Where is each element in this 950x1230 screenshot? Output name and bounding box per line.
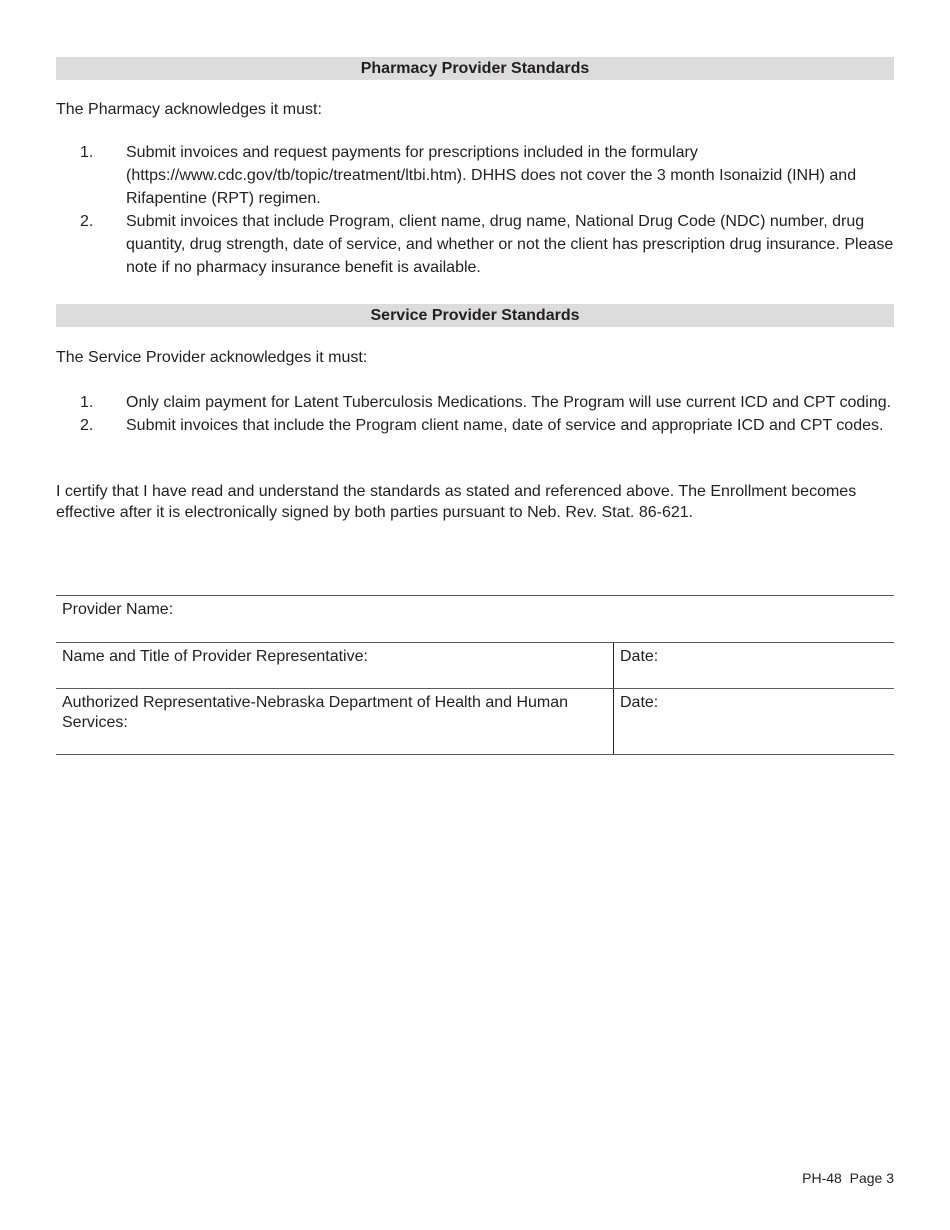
list-item — [56, 210, 894, 279]
provider-representative-field[interactable] — [56, 643, 614, 688]
list-item-text: Submit invoices that include Program, client name, drug name, National Drug Code (NDC) number, drug quantity, drug strength, date of service, and whether or not the client has prescription drug insurance. Please note if no pharmacy insurance benefit is available. — [126, 213, 894, 276]
list-item-number: 2. — [80, 417, 94, 434]
dhhs-representative-field[interactable] — [56, 689, 614, 754]
dhhs-representative-date-field[interactable] — [614, 689, 894, 754]
list-item-number: 1. — [80, 394, 94, 411]
provider-representative-label: Name and Title of Provider Representative: — [62, 648, 368, 665]
list-item-number: 1. — [80, 144, 94, 161]
list-item — [56, 141, 894, 210]
service-section-header: Service Provider Standards — [56, 304, 894, 327]
provider-name-row — [56, 596, 894, 643]
document-page — [56, 57, 894, 523]
list-item-text: Only claim payment for Latent Tuberculosis Medications. The Program will use current ICD and CPT coding. — [126, 394, 892, 411]
signature-table — [56, 595, 894, 755]
service-standards-list — [56, 391, 894, 437]
dhhs-representative-label: Authorized Representative-Nebraska Department of Health and Human Services: — [62, 694, 569, 731]
list-item — [56, 391, 894, 414]
service-intro: The Service Provider acknowledges it must: — [56, 349, 368, 366]
pharmacy-section-header: Pharmacy Provider Standards — [56, 57, 894, 80]
certification-statement: I certify that I have read and understand the standards as stated and referenced above. The Enrollment becomes effective after it is electronically signed by both parties pursuant to Neb. Rev. Stat. 86-621. — [56, 483, 857, 521]
provider-representative-row — [56, 643, 894, 689]
date-label: Date: — [620, 694, 659, 711]
page-footer: PH-48 Page 3 — [802, 1170, 894, 1186]
list-item-number: 2. — [80, 213, 94, 230]
pharmacy-intro: The Pharmacy acknowledges it must: — [56, 101, 322, 118]
provider-representative-date-field[interactable] — [614, 643, 894, 688]
date-label: Date: — [620, 648, 659, 665]
pharmacy-standards-list — [56, 141, 894, 279]
list-item-text: Submit invoices that include the Program client name, date of service and appropriate ICD and CPT codes. — [126, 417, 884, 434]
provider-name-field[interactable] — [56, 596, 894, 642]
provider-name-label: Provider Name: — [62, 601, 174, 618]
list-item — [56, 414, 894, 437]
list-item-text: Submit invoices and request payments for prescriptions included in the formulary (https://www.cdc.gov/tb/topic/treatment/ltbi.htm). DHHS does not cover the 3 month Isonaizid (INH) and Rifapentine (RPT) regimen. — [126, 144, 857, 207]
dhhs-representative-row — [56, 689, 894, 755]
